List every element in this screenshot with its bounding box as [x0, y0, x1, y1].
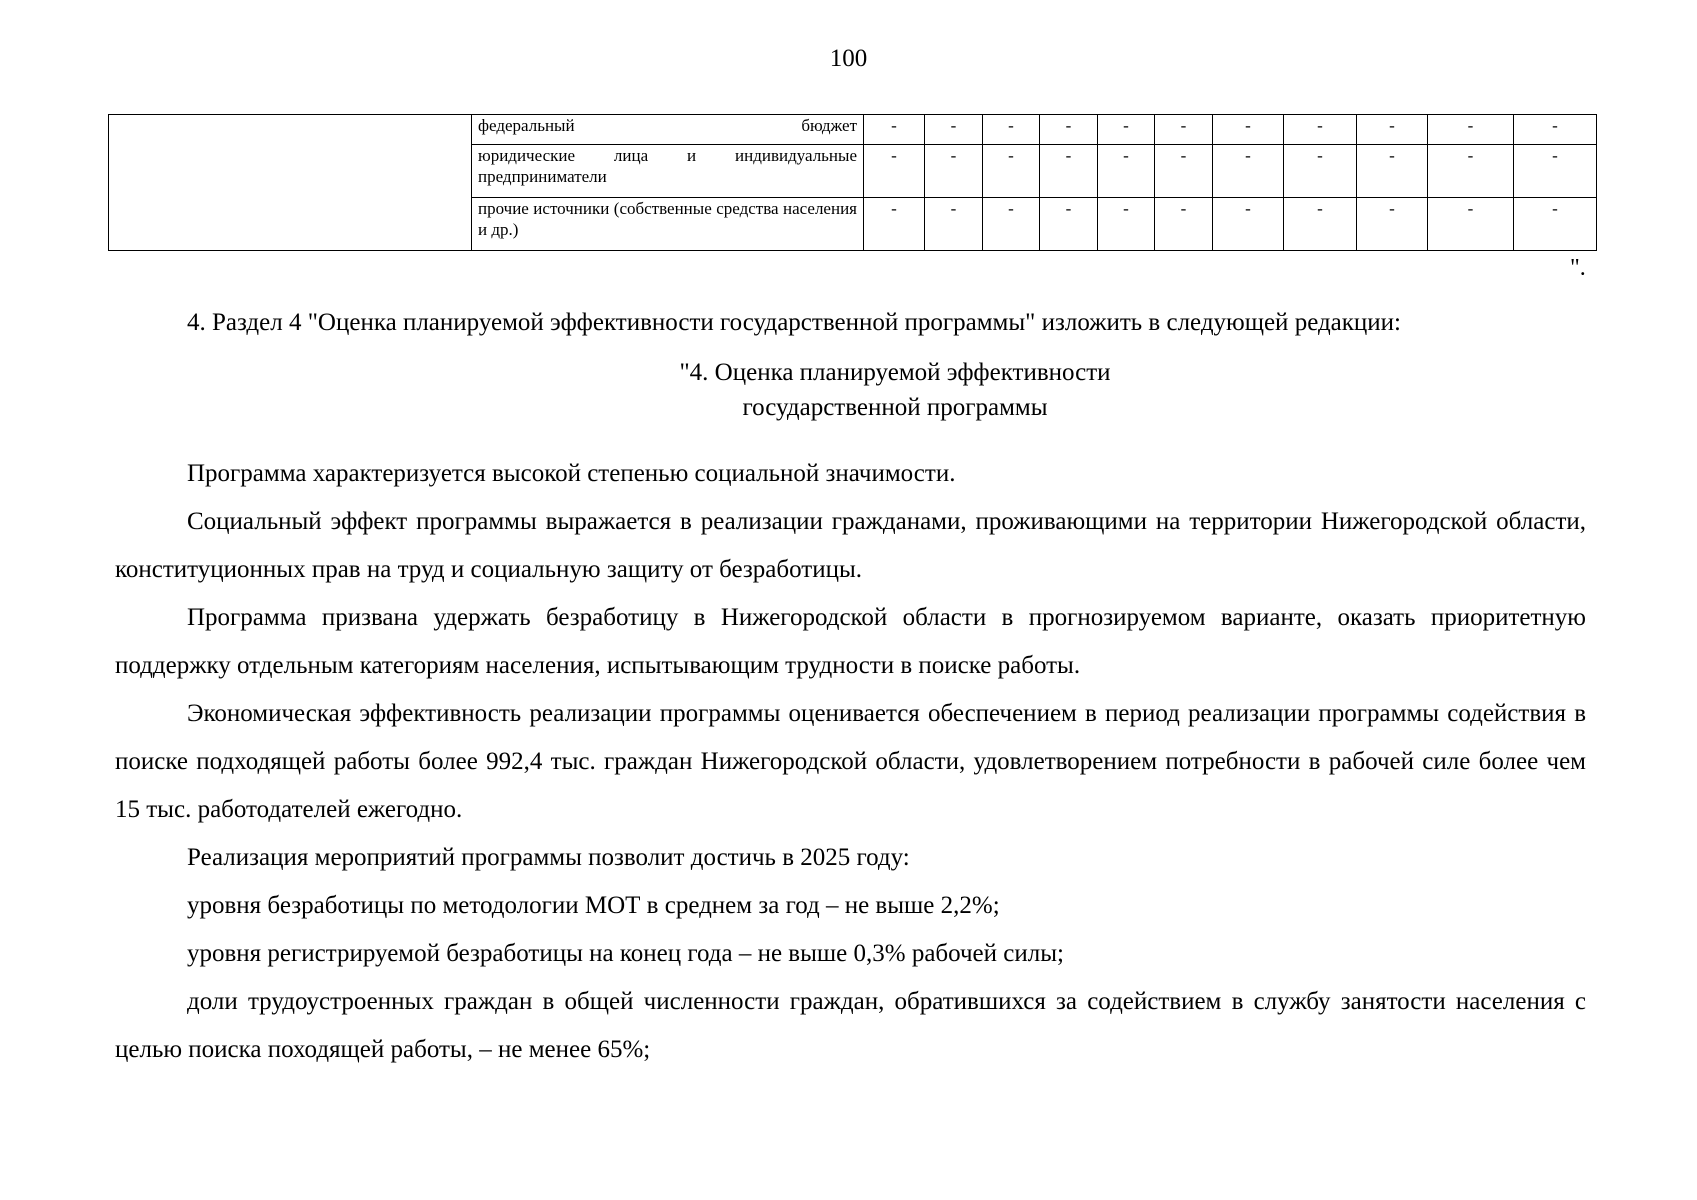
value-cell: -	[1428, 115, 1514, 145]
value-cell: -	[983, 115, 1040, 145]
paragraph: уровня безработицы по методологии МОТ в среднем за год – не выше 2,2%;	[187, 892, 1000, 919]
value-cell: -	[1213, 198, 1284, 251]
source-cell: прочие источники (собственные средства населения и др.)	[472, 198, 864, 251]
value-cell: -	[1357, 198, 1428, 251]
value-cell: -	[1040, 115, 1098, 145]
value-cell: -	[1284, 198, 1357, 251]
section-heading-line: государственной программы	[742, 394, 1048, 421]
value-cell: -	[864, 198, 925, 251]
value-cell: -	[1514, 198, 1597, 251]
value-cell: -	[1357, 115, 1428, 145]
paragraph: Экономическая эффективность реализации программы оценивается обеспечением в период реализации программы содействия в поиске подходящей работы более 992,4 тыс. граждан Нижегородской области, удовлетворением потребности в рабочей силе более чем 15 тыс. работодателей ежегодно.	[115, 700, 1586, 823]
value-cell: -	[1098, 145, 1155, 198]
paragraph: Реализация мероприятий программы позволит достичь в 2025 году:	[187, 844, 910, 871]
paragraph: уровня регистрируемой безработицы на конец года – не выше 0,3% рабочей силы;	[187, 940, 1064, 967]
value-cell: -	[925, 145, 983, 198]
empty-program-cell	[109, 115, 472, 251]
paragraph: Программа призвана удержать безработицу в Нижегородской области в прогнозируемом варианте, оказать приоритетную поддержку отдельным категориям населения, испытывающим трудности в поиске работы.	[115, 604, 1586, 679]
paragraph: Программа характеризуется высокой степенью социальной значимости.	[187, 460, 956, 487]
value-cell: -	[1098, 198, 1155, 251]
page-number: 100	[829, 45, 868, 72]
value-cell: -	[1098, 115, 1155, 145]
body-text	[115, 450, 1586, 1074]
value-cell: -	[1284, 115, 1357, 145]
value-cell: -	[1213, 145, 1284, 198]
value-cell: -	[1155, 145, 1213, 198]
paragraph: Социальный эффект программы выражается в реализации гражданами, проживающими на территории Нижегородской области, конституционных прав на труд и социальную защиту от безработицы.	[115, 508, 1586, 583]
value-cell: -	[1213, 115, 1284, 145]
source-cell: юридические лица и индивидуальные предприниматели	[472, 145, 864, 198]
value-cell: -	[1284, 145, 1357, 198]
value-cell: -	[983, 145, 1040, 198]
section-heading-line: "4. Оценка планируемой эффективности	[679, 359, 1111, 386]
value-cell: -	[1514, 115, 1597, 145]
funding-sources-table	[108, 114, 1597, 251]
value-cell: -	[1428, 145, 1514, 198]
source-cell: федеральный бюджет	[472, 115, 864, 145]
value-cell: -	[1155, 198, 1213, 251]
value-cell: -	[1357, 145, 1428, 198]
table-row	[109, 115, 1597, 145]
value-cell: -	[1514, 145, 1597, 198]
paragraph: доли трудоустроенных граждан в общей численности граждан, обратившихся за содействием в службу занятости населения с целью поиска походящей работы, – не менее 65%;	[115, 988, 1586, 1063]
value-cell: -	[1155, 115, 1213, 145]
value-cell: -	[1040, 198, 1098, 251]
value-cell: -	[983, 198, 1040, 251]
value-cell: -	[1428, 198, 1514, 251]
value-cell: -	[1040, 145, 1098, 198]
value-cell: -	[864, 145, 925, 198]
value-cell: -	[925, 198, 983, 251]
value-cell: -	[864, 115, 925, 145]
value-cell: -	[925, 115, 983, 145]
section-heading	[0, 355, 1697, 425]
amendment-instruction: 4. Раздел 4 "Оценка планируемой эффективности государственной программы" изложить в следующей редакции:	[187, 309, 1402, 336]
closing-quote: ".	[1570, 255, 1586, 281]
